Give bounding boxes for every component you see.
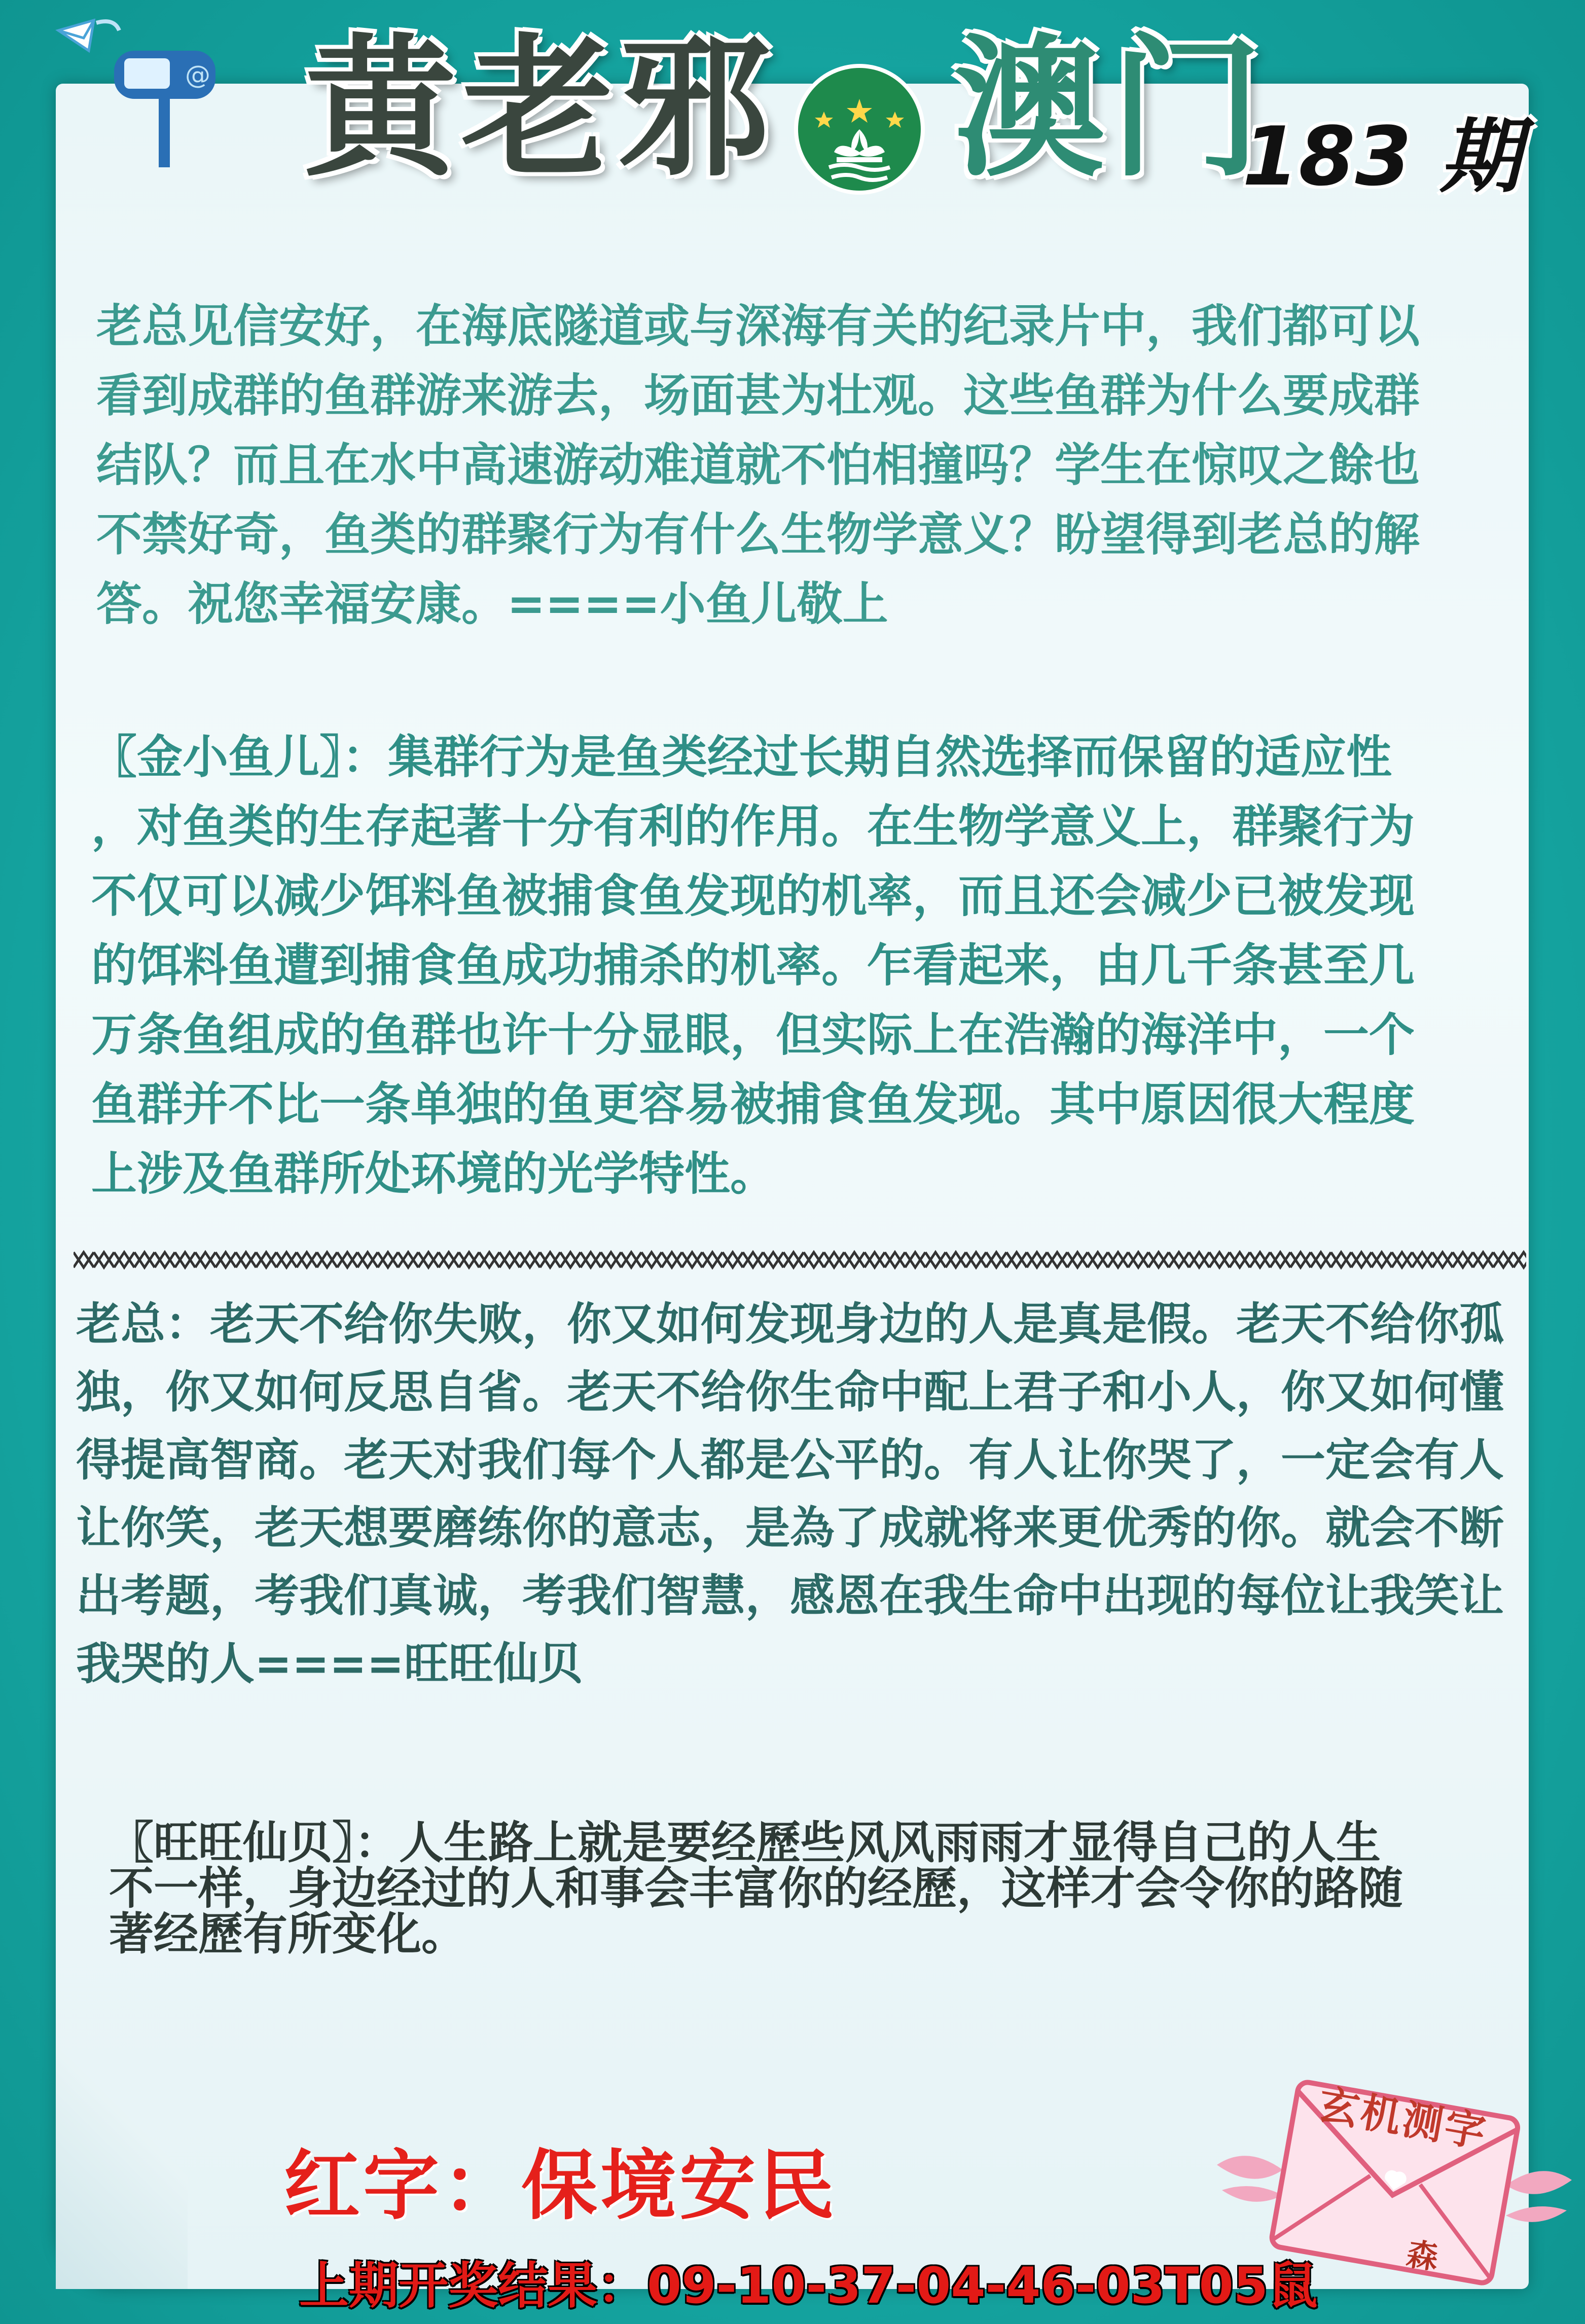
last-draw-result: 上期开奖结果：09-10-37-04-46-03T05鼠 xyxy=(299,2257,1318,2315)
cross-stitch-divider xyxy=(74,1245,1526,1275)
svg-text:@: @ xyxy=(185,60,210,90)
title-left: 黄老邪 xyxy=(304,20,776,197)
answer-2: 〖旺旺仙贝〗：人生路上就是要经歷些风风雨雨才显得自己的人生 不一样，身边经过的人和事会丰富你的经歷，这样才会令你的路随 著经歷有所变化。 xyxy=(109,1817,1403,1960)
title-right: 澳门 xyxy=(953,20,1268,197)
mailbox-icon xyxy=(48,15,241,167)
macau-emblem-icon xyxy=(794,63,925,195)
reader-question-2: 老总：老天不给你失败，你又如何发现身边的人是真是假。老天不给你孤 独，你又如何反思自省。老天不给你生命中配上君子和小人，你又如何懂 得提高智商。老天对我们每个人都是公平的。有人让你哭了，一定会有人 让你笑，老天想要磨练你的意志，是為了成就将来更优秀的你。就会不断 出考题，考我们真诚，考我们智慧，感恩在我生命中出现的每位让我笑让 我哭的人====旺旺仙贝 xyxy=(76,1298,1504,1690)
red-phrase: 红字：保境安民 xyxy=(284,2142,838,2230)
answer-1: 〖金小鱼儿〗：集群行为是鱼类经过长期自然选择而保留的适应性 ，对鱼类的生存起著十分有利的作用。在生物学意义上，群聚行为 不仅可以减少饵料鱼被捕食鱼发现的机率，而且还会减少已被发现 的饵料鱼遭到捕食鱼成功捕杀的机率。乍看起来，由几千条甚至几 万条鱼组成的鱼群也许十分显眼，但实际上在浩瀚的海洋中，一个 鱼群并不比一条单独的鱼更容易被捕食鱼发现。其中原因很大程度 上涉及鱼群所处环境的光学特性。 xyxy=(91,731,1415,1201)
reader-question-1: 老总见信安好，在海底隧道或与深海有关的纪录片中，我们都可以 看到成群的鱼群游来游去，场面甚为壮观。这些鱼群为什么要成群 结队？而且在水中高速游动难道就不怕相撞吗？学生在惊叹之餘也 不禁好奇，鱼类的群聚行为有什么生物学意义？盼望得到老总的解 答。祝您幸福安康。====小鱼儿敬上 xyxy=(96,300,1420,631)
envelope-label: 玄机测字 xyxy=(1315,2081,1491,2157)
paper-curl xyxy=(56,2018,188,2289)
envelope-sub-label: 森 xyxy=(1404,2235,1441,2276)
issue-number: 183 期 xyxy=(1242,109,1521,204)
